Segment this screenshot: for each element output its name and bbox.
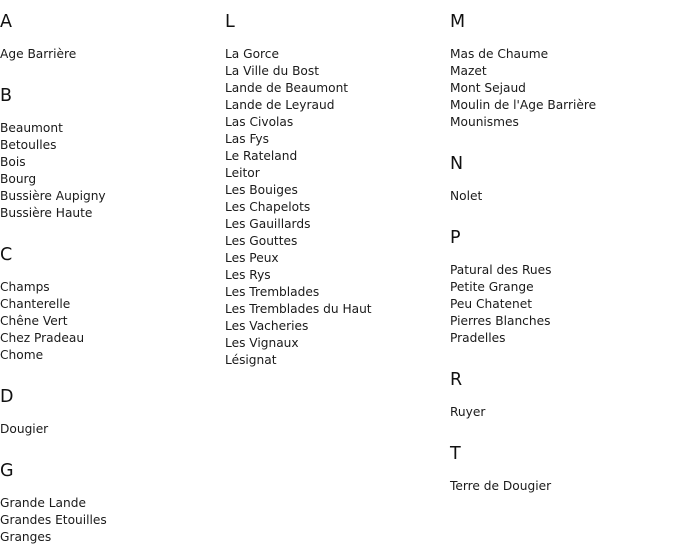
place-link[interactable]: Le Rateland xyxy=(225,149,298,163)
list-item xyxy=(225,284,450,301)
letter-heading: M xyxy=(450,12,466,32)
place-link[interactable]: Betoulles xyxy=(0,138,57,152)
letter-group-p xyxy=(450,228,675,347)
entry-list xyxy=(0,46,225,63)
letter-group-d xyxy=(0,387,225,438)
place-link[interactable]: Patural des Rues xyxy=(450,263,552,277)
list-item xyxy=(450,188,675,205)
list-item xyxy=(225,182,450,199)
list-item xyxy=(450,97,675,114)
place-link[interactable]: Les Chapelots xyxy=(225,200,311,214)
place-link[interactable]: Ruyer xyxy=(450,405,486,419)
place-link[interactable]: Las Civolas xyxy=(225,115,294,129)
entry-list xyxy=(0,495,225,546)
place-link[interactable]: Mas de Chaume xyxy=(450,47,549,61)
list-item xyxy=(225,97,450,114)
list-item xyxy=(0,279,225,296)
index-column-3 xyxy=(450,0,675,495)
place-link[interactable]: Chanterelle xyxy=(0,297,71,311)
place-link[interactable]: Lande de Beaumont xyxy=(225,81,349,95)
list-item xyxy=(450,313,675,330)
list-item xyxy=(225,318,450,335)
place-link[interactable]: Les Tremblades du Haut xyxy=(225,302,372,316)
index-column-2 xyxy=(225,0,450,369)
list-item xyxy=(0,188,225,205)
place-link[interactable]: Granges xyxy=(0,530,52,544)
letter-group-b xyxy=(0,86,225,222)
entry-list xyxy=(450,262,675,347)
list-item xyxy=(0,120,225,137)
place-link[interactable]: Mazet xyxy=(450,64,487,78)
place-link[interactable]: Beaumont xyxy=(0,121,63,135)
place-link[interactable]: Moulin de l'Age Barrière xyxy=(450,98,597,112)
list-item xyxy=(450,296,675,313)
place-link[interactable]: Lésignat xyxy=(225,353,277,367)
place-link[interactable]: Champs xyxy=(0,280,50,294)
entry-list xyxy=(0,120,225,222)
list-item xyxy=(225,114,450,131)
list-item xyxy=(0,46,225,63)
list-item xyxy=(225,148,450,165)
list-item xyxy=(225,199,450,216)
list-item xyxy=(0,330,225,347)
list-item xyxy=(0,347,225,364)
place-link[interactable]: Peu Chatenet xyxy=(450,297,532,311)
entry-list xyxy=(0,421,225,438)
place-link[interactable]: Les Peux xyxy=(225,251,279,265)
letter-heading: N xyxy=(450,154,464,174)
list-item xyxy=(225,301,450,318)
entry-list xyxy=(450,404,675,421)
place-link[interactable]: Pradelles xyxy=(450,331,506,345)
entry-list xyxy=(450,46,675,131)
place-link[interactable]: Les Tremblades xyxy=(225,285,320,299)
letter-group-l xyxy=(225,12,450,369)
letter-group-n xyxy=(450,154,675,205)
place-link[interactable]: Bois xyxy=(0,155,26,169)
list-item xyxy=(0,296,225,313)
place-link[interactable]: Les Bouiges xyxy=(225,183,298,197)
place-link[interactable]: Bussière Haute xyxy=(0,206,93,220)
place-link[interactable]: Leitor xyxy=(225,166,260,180)
list-item xyxy=(225,352,450,369)
place-link[interactable]: Mont Sejaud xyxy=(450,81,526,95)
list-item xyxy=(225,63,450,80)
list-item xyxy=(225,233,450,250)
list-item xyxy=(450,80,675,97)
place-link[interactable]: Las Fys xyxy=(225,132,269,146)
place-link[interactable]: Age Barrière xyxy=(0,47,77,61)
letter-group-r xyxy=(450,370,675,421)
place-link[interactable]: Les Rys xyxy=(225,268,271,282)
list-item xyxy=(450,279,675,296)
list-item xyxy=(225,250,450,267)
letter-group-m xyxy=(450,12,675,131)
letter-group-g xyxy=(0,461,225,546)
place-link[interactable]: Nolet xyxy=(450,189,483,203)
list-item xyxy=(450,404,675,421)
list-item xyxy=(225,131,450,148)
list-item xyxy=(450,114,675,131)
place-link[interactable]: Chez Pradeau xyxy=(0,331,85,345)
list-item xyxy=(450,330,675,347)
list-item xyxy=(0,205,225,222)
entry-list xyxy=(450,478,675,495)
list-item xyxy=(0,529,225,546)
list-item xyxy=(0,512,225,529)
letter-group-c xyxy=(0,245,225,364)
list-item xyxy=(0,421,225,438)
place-link[interactable]: Grandes Etouilles xyxy=(0,513,107,527)
list-item xyxy=(225,267,450,284)
place-link[interactable]: Les Vignaux xyxy=(225,336,299,350)
letter-heading: G xyxy=(0,461,14,481)
letter-group-t xyxy=(450,444,675,495)
list-item xyxy=(450,63,675,80)
entry-list xyxy=(225,46,450,369)
entry-list xyxy=(450,188,675,205)
list-item xyxy=(225,46,450,63)
place-link[interactable]: Pierres Blanches xyxy=(450,314,551,328)
list-item xyxy=(450,478,675,495)
place-link[interactable]: La Gorce xyxy=(225,47,279,61)
place-link[interactable]: Les Gouttes xyxy=(225,234,298,248)
list-item xyxy=(0,313,225,330)
place-link[interactable]: Lande de Leyraud xyxy=(225,98,335,112)
list-item xyxy=(225,216,450,233)
place-link[interactable]: La Ville du Bost xyxy=(225,64,320,78)
list-item xyxy=(225,80,450,97)
list-item xyxy=(450,46,675,63)
letter-heading: B xyxy=(0,86,13,106)
place-link[interactable]: Bussière Aupigny xyxy=(0,189,106,203)
place-link[interactable]: Grande Lande xyxy=(0,496,86,510)
list-item xyxy=(0,154,225,171)
letter-heading: A xyxy=(0,12,12,32)
list-item xyxy=(225,335,450,352)
list-item xyxy=(0,137,225,154)
place-link[interactable]: Terre de Dougier xyxy=(450,479,552,493)
place-link[interactable]: Chêne Vert xyxy=(0,314,68,328)
place-link[interactable]: Les Gauillards xyxy=(225,217,311,231)
place-link[interactable]: Bourg xyxy=(0,172,37,186)
place-link[interactable]: Chome xyxy=(0,348,44,362)
place-link[interactable]: Mounismes xyxy=(450,115,519,129)
list-item xyxy=(450,262,675,279)
place-link[interactable]: Petite Grange xyxy=(450,280,534,294)
letter-heading: D xyxy=(0,387,14,407)
index-column-1 xyxy=(0,0,225,546)
list-item xyxy=(0,495,225,512)
place-link[interactable]: Les Vacheries xyxy=(225,319,309,333)
list-item xyxy=(225,165,450,182)
place-link[interactable]: Dougier xyxy=(0,422,49,436)
letter-heading: R xyxy=(450,370,463,390)
letter-heading: L xyxy=(225,12,235,32)
letter-heading: C xyxy=(0,245,13,265)
entry-list xyxy=(0,279,225,364)
list-item xyxy=(0,171,225,188)
letter-heading: P xyxy=(450,228,461,248)
letter-group-a xyxy=(0,12,225,63)
letter-heading: T xyxy=(450,444,461,464)
